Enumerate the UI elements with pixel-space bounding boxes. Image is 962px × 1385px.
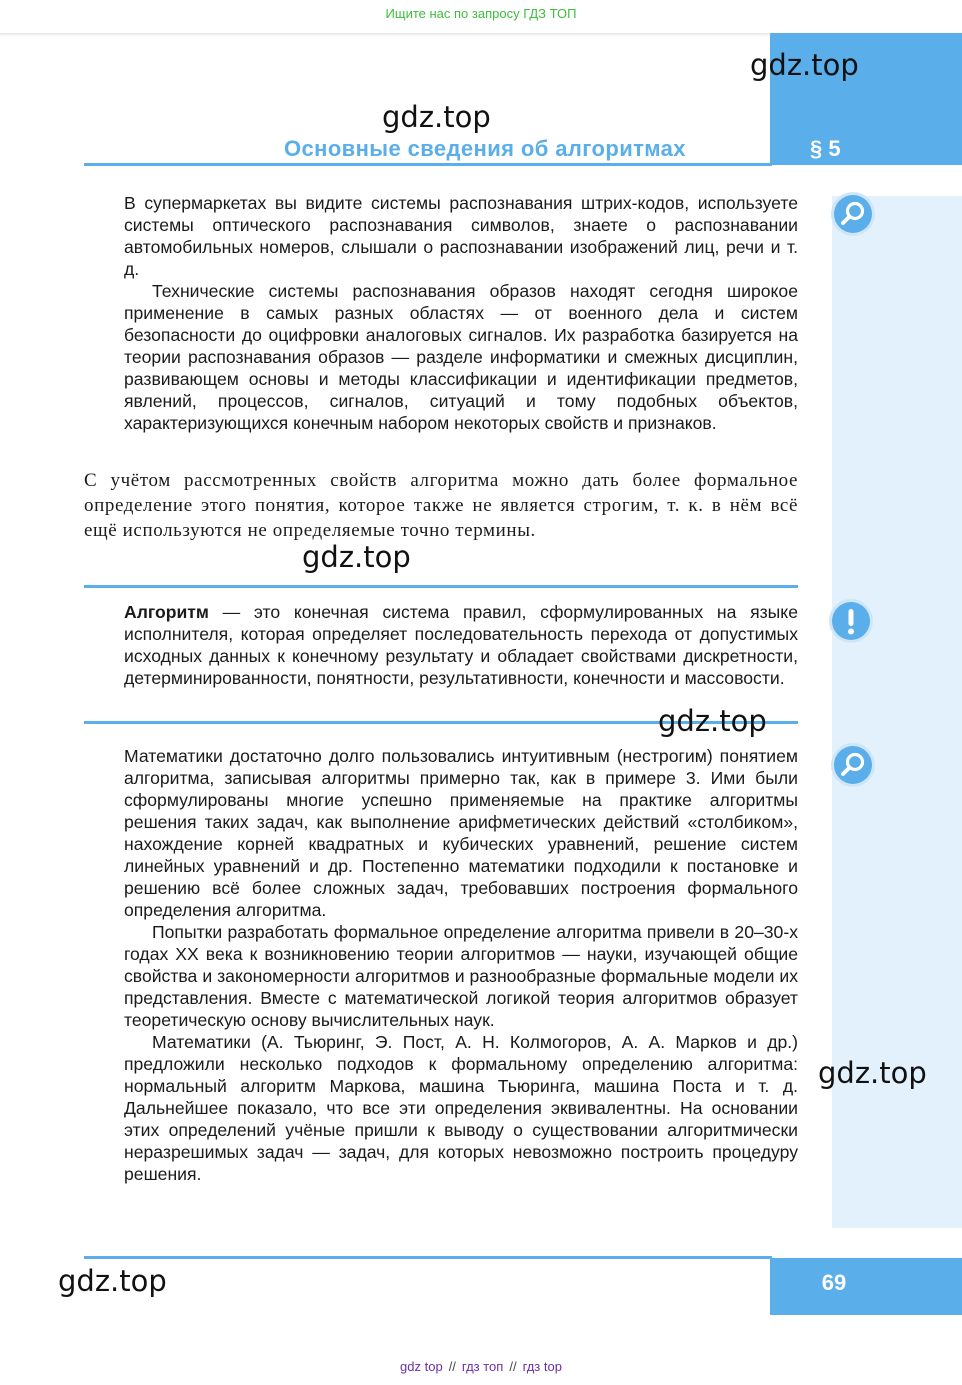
footer-link[interactable]: gdz top <box>400 1359 443 1374</box>
definition-block <box>124 601 798 689</box>
transition-block <box>84 468 798 543</box>
magnifier-icon <box>834 195 872 233</box>
footer <box>0 1359 962 1374</box>
watermark: gdz.top <box>818 1056 927 1090</box>
footer-link[interactable]: гдз топ <box>461 1359 504 1374</box>
definition-body: — это конечная система правил, сформулированных на языке исполнителя, которая определяет последовательность перехода от допустимых исходных данных к конечному результату и обладает свойствами дискретности, детерминированности, понятности, результативности, конечности и массовости. <box>124 602 798 688</box>
page-title: Основные сведения об алгоритмах <box>284 136 686 161</box>
watermark: gdz.top <box>58 1264 167 1298</box>
top-banner[interactable]: Ищите нас по запросу ГДЗ ТОП <box>385 6 577 21</box>
page-number: 69 <box>821 1270 847 1295</box>
paragraph: Технические системы распознавания образов находят сегодня широкое применение в самых разных областях — от военного дела и систем безопасности до оцифровки аналоговых сигналов. Их разработка базируется на теории распознавания образов — разделе информатики и смежных дисциплин, развивающем основы и методы классификации и идентификации предметов, явлений, процессов, сигналов, ситуаций и тому подобных объектов, характеризующихся конечным набором некоторых свойств и признаков. <box>124 281 798 433</box>
footer-link[interactable]: гдз top <box>522 1359 562 1374</box>
paragraph: Математики (А. Тьюринг, Э. Пост, А. Н. Колмогоров, А. А. Марков и др.) предложили несколько подходов к формальному определению алгоритма: нормальный алгоритм Маркова, машина Тьюринга, машина Поста и т. д. Дальнейшее показало, что все эти определения эквивалентны. На основании этих определений учёные пришли к выводу о существовании алгоритмически неразрешимых задач — задач, для которых невозможно построить процедуру решения. <box>124 1032 798 1184</box>
exclamation-icon <box>832 602 870 640</box>
watermark: gdz.top <box>750 48 859 82</box>
intro-block <box>124 192 798 434</box>
history-block <box>124 745 798 1185</box>
watermark: gdz.top <box>302 540 411 574</box>
definition-text <box>124 601 798 689</box>
bottom-line <box>84 1256 772 1259</box>
magnifier-icon <box>834 746 872 784</box>
footer-separator: // <box>448 1359 456 1374</box>
definition-top-line <box>84 585 798 588</box>
paragraph: Математики достаточно долго пользовались интуитивным (нестрогим) понятием алгоритма, записывая алгоритмы примерно так, как в примере 3. Ими были сформулированы многие успешно применяемые на практике алгоритмы решения таких задач, как выполнение арифметических действий «столбиком», нахождение корней квадратных и кубических уравнений, решение систем линейных уравнений и др. Постепенно математики подходили к постановке и решению всё более сложных задач, требовавших построения формального определения алгоритма. <box>124 746 798 920</box>
watermark: gdz.top <box>382 100 491 134</box>
footer-separator: // <box>509 1359 517 1374</box>
watermark: gdz.top <box>658 704 767 738</box>
definition-term: Алгоритм <box>124 602 209 622</box>
paragraph: С учётом рассмотренных свойств алгоритма можно дать более формальное определение этого понятия, которое также не является строгим, т. к. в нём всё ещё используются не определяемые точно термины. <box>84 470 798 541</box>
paragraph: Попытки разработать формальное определение алгоритма привели в 20–30-х годах XX века к возникновению теории алгоритмов — науки, изучающей общие свойства и закономерности алгоритмов и разнообразные формальные модели их представления. Вместе с математической логикой теория алгоритмов образует теоретическую основу вычислительных наук. <box>124 922 798 1030</box>
section-number: § 5 <box>810 136 841 161</box>
title-underline <box>84 163 772 166</box>
paragraph: В супермаркетах вы видите системы распознавания штрих-кодов, используете системы оптического распознавания символов, знаете о распознавании автомобильных номеров, слышали о распознавании изображений лиц, речи и т. д. <box>124 193 798 279</box>
